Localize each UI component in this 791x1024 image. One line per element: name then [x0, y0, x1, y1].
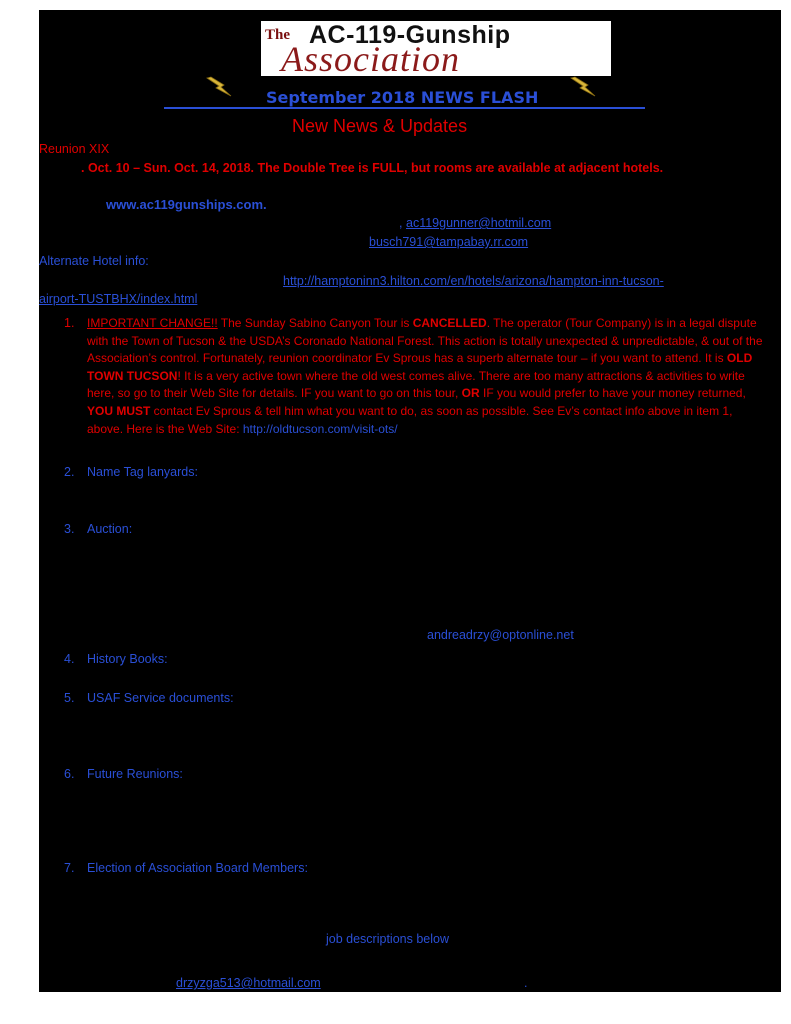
reunion-label: Reunion XIX	[39, 142, 110, 156]
item-1-text-d: IF you would prefer to have your money returned,	[479, 386, 746, 401]
important-change: IMPORTANT CHANGE!!	[87, 316, 218, 330]
item-1-text-b: . The operator (Tour Company) is in a legal dispute with the Town of Tucson & the USDA’s Coronado National Forest. This action is totally unexpected & unpredictable, & out of the Association’s control. Fortunately, reunion coordinator Ev Sprous has a superb alternate tour – if you want to attend. It is	[87, 316, 763, 366]
old-tucson-link[interactable]: http://oldtucson.com/visit-ots/	[242, 421, 398, 436]
email-prefix: ,	[399, 216, 403, 230]
bottom-period: .	[524, 976, 528, 990]
email-link-busch[interactable]: busch791@tampabay.rr.com	[369, 235, 529, 249]
reunion-dates: . Oct. 10 – Sun. Oct. 14, 2018. The Double Tree is FULL, but rooms are available at adjacent hotels.	[81, 161, 664, 175]
lightning-bolt-icon	[205, 76, 239, 100]
or-word: OR	[461, 386, 480, 401]
item-1-paragraph	[87, 315, 767, 438]
item-1-text-c: ! It is a very active town where the old west comes alive. There are too many attractions & activities to write here, so go to their Web Site for details. IF you want to go on this tour,	[87, 368, 745, 401]
hotel-url-line-2[interactable]: airport-TUSTBHX/index.html	[39, 292, 198, 306]
item-5-number: 5.	[64, 691, 75, 705]
logo-script: Association	[281, 39, 460, 79]
item-7-number: 7.	[64, 861, 75, 875]
you-must: YOU MUST	[87, 403, 151, 418]
item-2-label: Name Tag lanyards:	[87, 465, 198, 479]
headline-rule	[164, 107, 645, 109]
auction-email[interactable]: andreadrzy@optonline.net	[427, 628, 574, 642]
email-link-gunner[interactable]: ac119gunner@hotmil.com	[406, 216, 552, 230]
item-6-label: Future Reunions:	[87, 767, 183, 781]
item-3-number: 3.	[64, 522, 75, 536]
alternate-hotel-label: Alternate Hotel info:	[39, 254, 149, 268]
website-link[interactable]: www.ac119gunships.com.	[106, 197, 267, 212]
logo-the: The	[265, 27, 291, 43]
document-page	[39, 10, 781, 992]
lightning-bolt-icon	[569, 76, 603, 100]
old-town-tucson: OLD TOWN TUCSON	[87, 351, 753, 383]
logo-name: AC-119-Gunship	[309, 21, 511, 49]
association-logo	[261, 21, 611, 79]
job-descriptions-note: job descriptions below	[326, 932, 449, 946]
item-1-text-a: The Sunday Sabino Canyon Tour is	[217, 316, 413, 330]
item-5-label: USAF Service documents:	[87, 691, 234, 705]
item-2-number: 2.	[64, 465, 75, 479]
item-4-number: 4.	[64, 652, 75, 666]
item-7-label: Election of Association Board Members:	[87, 861, 308, 875]
item-6-number: 6.	[64, 767, 75, 781]
newsletter-headline: September 2018 NEWS FLASH	[266, 88, 539, 107]
hotel-url-line-1[interactable]: http://hamptoninn3.hilton.com/en/hotels/arizona/hampton-inn-tucson-	[283, 274, 664, 288]
item-3-label: Auction:	[87, 522, 133, 536]
bottom-email-link[interactable]: drzyzga513@hotmail.com	[176, 976, 321, 990]
subheadline: New News & Updates	[292, 116, 468, 136]
cancelled-word: CANCELLED	[412, 316, 487, 330]
item-4-label: History Books:	[87, 652, 168, 666]
item-1-text-e: contact Ev Sprous & tell him what you want to do, as soon as possible. See Ev’s contact info above in item 1, above. Here is the Web Site:	[87, 403, 733, 436]
item-1-number: 1.	[64, 316, 75, 330]
